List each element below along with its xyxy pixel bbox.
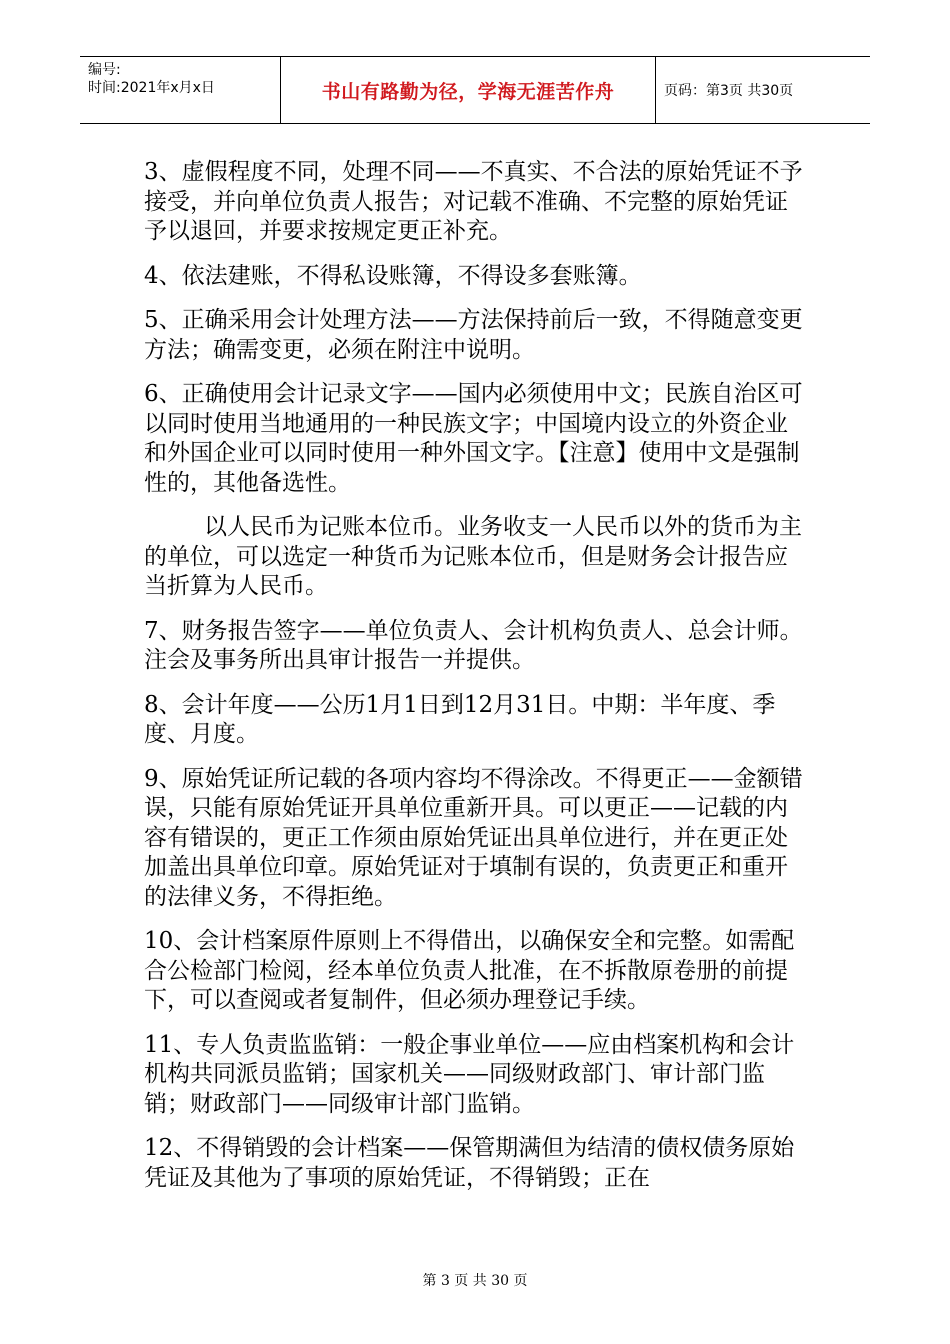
paragraph-9: 9、原始凭证所记载的各项内容均不得涂改。不得更正——金额错误，只能有原始凭证开具单位重新开具。可以更正——记载的内容有错误的，更正工作须由原始凭证出具单位进行，并在更正处加盖出具单位印章。原始凭证对于填制有误的，负责更正和重开的法律义务，不得拒绝。 [144, 765, 803, 910]
header-meta [88, 61, 278, 97]
paragraph-7: 7、财务报告签字——单位负责人、会计机构负责人、总会计师。注会及事务所出具审计报告一并提供。 [144, 617, 803, 673]
document-body [144, 158, 804, 1208]
page-header [80, 56, 870, 124]
paragraph-10: 10、会计档案原件原则上不得借出，以确保安全和完整。如需配合公检部门检阅，经本单位负责人批准，在不拆散原卷册的前提下，可以查阅或者复制件，但必须办理登记手续。 [144, 928, 795, 1013]
paragraph-4: 4、依法建账，不得私设账簿，不得设多套账簿。 [144, 262, 642, 289]
document-date: 时间:2021年x月x日 [88, 80, 215, 96]
paragraph-currency: 以人民币为记账本位币。业务收支一人民币以外的货币为主的单位，可以选定一种货币为记账本位币，但是财务会计报告应当折算为人民币。 [144, 514, 802, 599]
page-footer: 第 3 页 共 30 页 [422, 1273, 528, 1289]
header-motto: 书山有路勤为径，学海无涯苦作舟 [280, 57, 656, 123]
paragraph-5: 5、正确采用会计处理方法——方法保持前后一致，不得随意变更方法；确需变更，必须在附注中说明。 [144, 307, 803, 363]
paragraph-8: 8、会计年度——公历1月1日到12月31日。中期：半年度、季度、月度。 [144, 691, 776, 747]
header-page-info: 页码：第3页 共30页 [664, 83, 794, 99]
paragraph-3: 3、虚假程度不同，处理不同——不真实、不合法的原始凭证不予接受，并向单位负责人报告；对记载不准确、不完整的原始凭证予以退回，并要求按规定更正补充。 [144, 159, 803, 244]
paragraph-6: 6、正确使用会计记录文字——国内必须使用中文；民族自治区可以同时使用当地通用的一种民族文字；中国境内设立的外资企业和外国企业可以同时使用一种外国文字。【注意】使用中文是强制性的，其他备选性。 [144, 381, 803, 496]
paragraph-11: 11、专人负责监监销：一般企事业单位——应由档案机构和会计机构共同派员监销；国家机关——同级财政部门、审计部门监销；财政部门——同级审计部门监销。 [144, 1031, 795, 1117]
paragraph-12: 12、不得销毁的会计档案——保管期满但为结清的债权债务原始凭证及其他为了事项的原始凭证，不得销毁；正在 [144, 1135, 795, 1191]
document-number-label: 编号: [88, 62, 121, 78]
